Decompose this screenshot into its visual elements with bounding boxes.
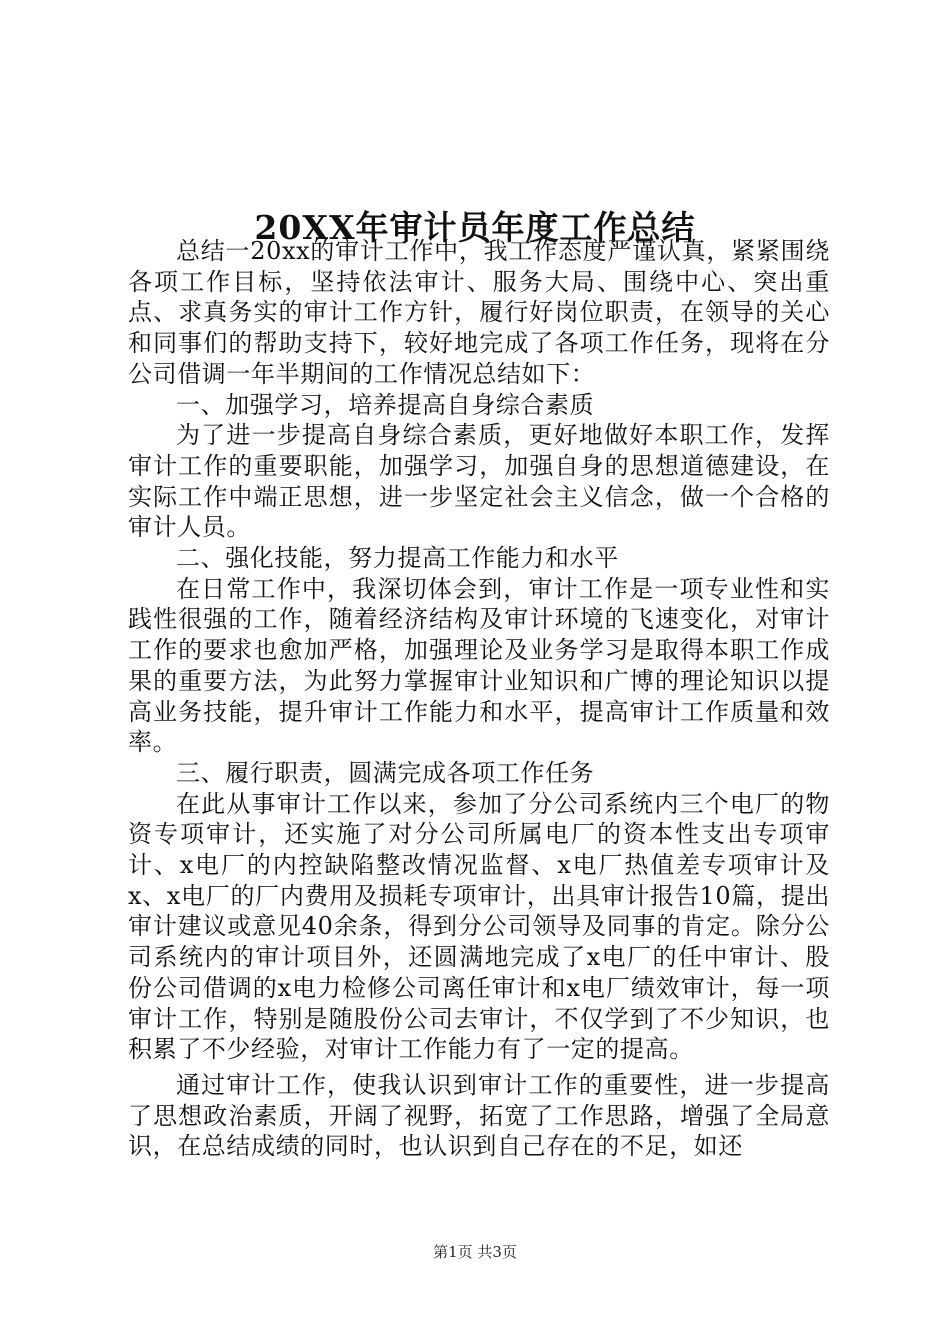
page-title: 20XX年审计员年度工作总结 — [254, 208, 696, 248]
section-paragraph-3: 在此从事审计工作以来，参加了分公司系统内三个电厂的物资专项审计，还实施了对分公司所属电厂的资本性支出专项审计、x电厂的内控缺陷整改情况监督、x电厂热值差专项审计及x、x电厂的厂内费用及损耗专项审计，出具审计报告10篇，提出审计建议或意见40余条，得到分公司领导及同事的肯定。除分公司系统内的审计项目外，还圆满地完成了x电厂的任中审计、股份公司借调的x电力检修公司离任审计和x电厂绩效审计，每一项审计工作，特别是随股份公司去审计，不仅学到了不少知识，也积累了不少经验，对审计工作能力有了一定的提高。 — [128, 789, 830, 1064]
document-body — [128, 236, 830, 1162]
section-paragraph-2: 在日常工作中，我深切体会到，审计工作是一项专业性和实践性很强的工作，随着经济结构及审计环境的飞速变化，对审计工作的要求也愈加严格，加强理论及业务学习是取得本职工作成果的重要方法，为此努力掌握审计业知识和广博的理论知识以提高业务技能，提升审计工作能力和水平，提高审计工作质量和效率。 — [128, 574, 830, 757]
section-heading-1: 一、加强学习，培养提高自身综合素质 — [176, 390, 595, 419]
conclusion-paragraph: 通过审计工作，使我认识到审计工作的重要性，进一步提高了思想政治素质，开阔了视野，拓宽了工作思路，增强了全局意识，在总结成绩的同时，也认识到自己存在的不足，如还 — [128, 1070, 830, 1161]
intro-paragraph: 总结一20xx的审计工作中，我工作态度严谨认真，紧紧围绕各项工作目标，坚持依法审计、服务大局、围绕中心、突出重点、求真务实的审计工作方针，履行好岗位职责，在领导的关心和同事们的帮助支持下，较好地完成了各项工作任务，现将在分公司借调一年半期间的工作情况总结如下： — [128, 237, 830, 388]
section-paragraph-1: 为了进一步提高自身综合素质，更好地做好本职工作，发挥审计工作的重要职能，加强学习，加强自身的思想道德建设，在实际工作中端正思想，进一步坚定社会主义信念，做一个合格的审计人员。 — [128, 421, 830, 542]
page-footer: 第1页 共3页 — [433, 1243, 517, 1261]
section-heading-3: 三、履行职责，圆满完成各项工作任务 — [176, 758, 595, 787]
section-heading-2: 二、强化技能，努力提高工作能力和水平 — [176, 544, 619, 573]
